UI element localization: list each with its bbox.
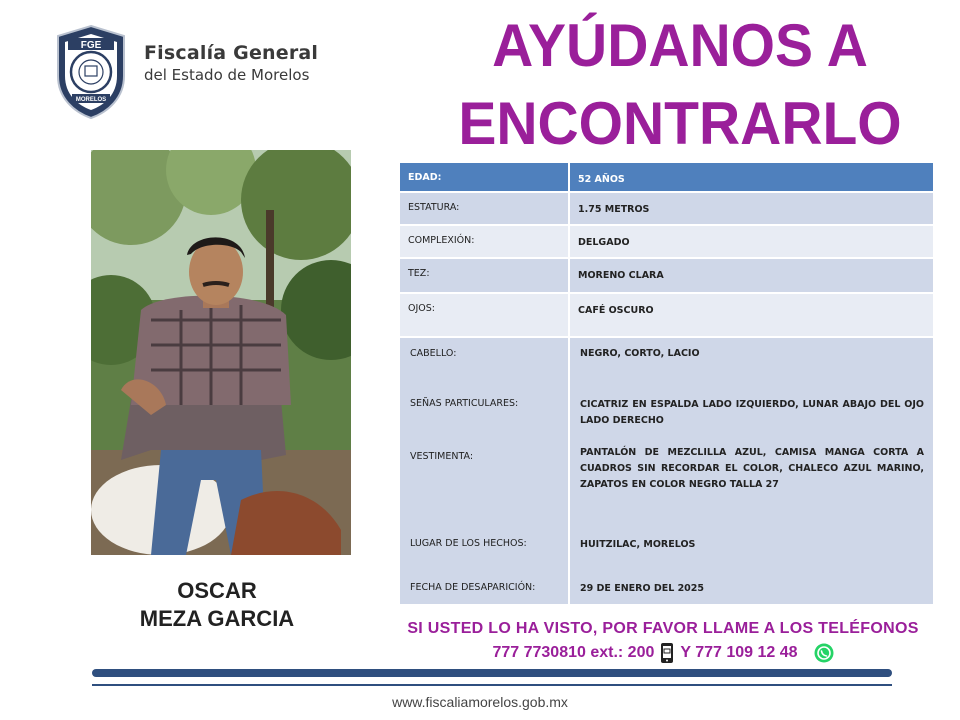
edad-value: 52 AÑOS [578,174,625,185]
missing-person-photo [91,150,351,555]
table-row-tez [400,259,933,294]
ojos-value: CAFÉ OSCURO [578,305,654,316]
senas-label: SEÑAS PARTICULARES: [410,398,519,409]
table-row-complexion [400,226,933,259]
tez-value: MORENO CLARA [578,270,664,281]
headline-line2: ENCONTRARLO [458,90,902,157]
badge-bottom-text: MORELOS [75,97,107,103]
person-last-names: MEZA GARCIA [139,606,295,631]
org-name [144,42,318,84]
fecha-value: 29 DE ENERO DEL 2025 [580,583,705,594]
headline-line1: AYÚDANOS A [492,12,868,79]
contact-call-text: SI USTED LO HA VISTO, POR FAVOR LLAME A LOS TELÉFONOS [407,620,919,637]
complexion-label: COMPLEXIÓN: [400,226,570,257]
org-name-line1: Fiscalía General [144,42,319,64]
vestimenta-value: PANTALÓN DE MEZCLILLA AZUL, CAMISA MANGA CORTA A CUADROS SIN RECORDAR EL COLOR, CHALECO AZUL MARINO, ZAPATOS EN COLOR NEGRO TALLA 27 [580,447,924,490]
contact-phones [393,642,933,664]
cabello-label: CABELLO: [410,348,457,359]
estatura-value: 1.75 METROS [578,204,650,215]
org-name-line2: del Estado de Morelos [144,66,310,84]
table-row-ojos [400,294,933,338]
footer-thick-rule [92,669,892,677]
badge-text: FGE [80,40,102,51]
footer-website-link[interactable]: www.fiscaliamorelos.gob.mx [392,694,568,710]
footer-thin-rule [92,684,892,686]
complexion-value: DELGADO [578,237,630,248]
fecha-label: FECHA DE DESAPARICIÓN: [410,582,536,593]
lugar-label: LUGAR DE LOS HECHOS: [410,538,527,549]
edad-label: EDAD: [400,163,570,191]
person-first-name: OSCAR [177,578,257,603]
phone-number-2: Y 777 109 12 48 [680,644,798,661]
table-row-description-block [400,338,933,604]
whatsapp-icon [814,643,834,663]
fge-badge-logo [54,24,128,120]
estatura-label: ESTATURA: [400,193,570,224]
tez-label: TEZ: [400,259,570,292]
table-row-estatura [400,193,933,226]
vestimenta-label: VESTIMENTA: [410,451,474,462]
senas-value: CICATRIZ EN ESPALDA LADO IZQUIERDO, LUNAR ABAJO DEL OJO LADO DERECHO [580,399,924,426]
mobile-phone-icon [660,642,674,664]
cabello-value: NEGRO, CORTO, LACIO [580,348,700,359]
table-row-edad [400,163,933,193]
phone-number-1: 777 7730810 ext.: 200 [492,644,655,661]
details-table [400,163,933,604]
ojos-label: OJOS: [400,294,570,336]
lugar-value: HUITZILAC, MORELOS [580,539,696,550]
